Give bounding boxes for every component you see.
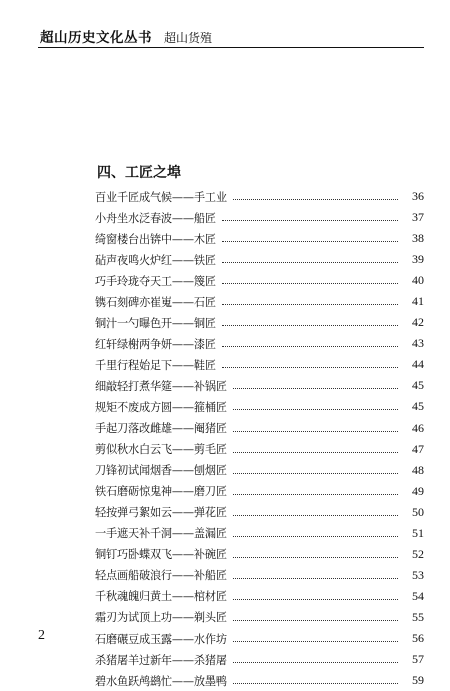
dot-leader	[233, 452, 398, 453]
toc-entry-title: 细敲轻打煮华筵——补锅匠	[95, 379, 227, 393]
toc-entry-page: 46	[412, 420, 424, 435]
toc-entry-page: 38	[412, 231, 424, 246]
series-title: 超山历史文化丛书	[40, 30, 152, 46]
toc-entry-page: 37	[412, 210, 424, 225]
dot-leader	[233, 409, 398, 410]
toc-entry-page: 50	[412, 504, 424, 519]
toc-entry[interactable]	[95, 670, 424, 691]
dot-leader	[233, 388, 398, 389]
dot-leader	[233, 662, 398, 663]
toc-entry[interactable]	[95, 375, 424, 396]
toc-entry-page: 48	[412, 462, 424, 477]
dot-leader	[222, 220, 398, 221]
toc-entry-page: 39	[412, 252, 424, 267]
toc-entry-title: 铁石磨砺惊鬼神——磨刀匠	[95, 485, 227, 499]
dot-leader	[233, 515, 398, 516]
toc-entry-page: 36	[412, 189, 424, 204]
page-number: 2	[38, 628, 45, 643]
dot-leader	[233, 683, 398, 684]
toc-entry-title: 碧水鱼跃鸬鹚忙——放墨鸭	[95, 674, 227, 688]
toc-entry[interactable]	[95, 481, 424, 502]
toc-entry-page: 59	[412, 673, 424, 688]
toc-entry-page: 54	[412, 588, 424, 603]
toc-entry-title: 砧声夜鸣火炉红——铁匠	[95, 253, 216, 267]
toc-entry-title: 千里行程始足下——鞋匠	[95, 358, 216, 372]
toc-entry-page: 53	[412, 567, 424, 582]
toc-list	[95, 186, 424, 691]
toc-entry[interactable]	[95, 207, 424, 228]
dot-leader	[233, 620, 398, 621]
toc-entry[interactable]	[95, 502, 424, 523]
dot-leader	[233, 557, 398, 558]
toc-entry-page: 40	[412, 273, 424, 288]
toc-entry-page: 42	[412, 315, 424, 330]
toc-entry-title: 规矩不废成方圆——箍桶匠	[95, 400, 227, 414]
toc-entry-page: 43	[412, 336, 424, 351]
toc-entry[interactable]	[95, 460, 424, 481]
toc-entry-title: 霜刃为试顶上功——剃头匠	[95, 611, 227, 625]
toc-entry-title: 铜汁一勺曝色开——铜匠	[95, 316, 216, 330]
toc-entry[interactable]	[95, 249, 424, 270]
toc-entry-title: 轻点画船破浪行——补船匠	[95, 569, 227, 583]
dot-leader	[233, 199, 398, 200]
toc-entry[interactable]	[95, 291, 424, 312]
dot-leader	[233, 641, 398, 642]
toc-entry-title: 小舟坐水泛春波——船匠	[95, 211, 216, 225]
section-title: 四、工匠之埠	[97, 165, 181, 181]
toc-entry[interactable]	[95, 544, 424, 565]
dot-leader	[233, 536, 398, 537]
dot-leader	[233, 431, 398, 432]
toc-entry-title: 杀猪屠羊过新年——杀猪屠	[95, 653, 227, 667]
toc-entry[interactable]	[95, 354, 424, 375]
toc-entry[interactable]	[95, 586, 424, 607]
dot-leader	[222, 304, 398, 305]
toc-entry-title: 千秋魂魄归黄土——棺材匠	[95, 590, 227, 604]
toc-entry-title: 镌石刻碑亦崔嵬——石匠	[95, 295, 216, 309]
toc-entry-title: 百业千匠成气候——手工业	[95, 190, 227, 204]
toc-entry-title: 轻按弹弓絮如云——弹花匠	[95, 506, 227, 520]
toc-entry-page: 45	[412, 399, 424, 414]
toc-entry[interactable]	[95, 523, 424, 544]
toc-entry-page: 47	[412, 441, 424, 456]
toc-entry-title: 刀锋初试闻烟香——刨烟匠	[95, 464, 227, 478]
toc-entry-title: 绮窗楼台出锛中——木匠	[95, 232, 216, 246]
dot-leader	[222, 283, 398, 284]
dot-leader	[233, 473, 398, 474]
toc-entry-title: 石磨碾豆成玉露——水作坊	[95, 632, 227, 646]
running-header	[40, 26, 212, 46]
toc-entry[interactable]	[95, 649, 424, 670]
toc-entry-page: 41	[412, 294, 424, 309]
dot-leader	[233, 599, 398, 600]
toc-entry-page: 57	[412, 652, 424, 667]
toc-entry-title: 手起刀落改雌雄——阉猪匠	[95, 422, 227, 436]
toc-entry[interactable]	[95, 439, 424, 460]
toc-entry[interactable]	[95, 228, 424, 249]
toc-entry[interactable]	[95, 186, 424, 207]
toc-entry[interactable]	[95, 396, 424, 417]
toc-entry-title: 一手遮天补千洞——盖漏匠	[95, 527, 227, 541]
toc-entry-title: 剪似秋水白云飞——剪毛匠	[95, 443, 227, 457]
dot-leader	[222, 325, 398, 326]
toc-entry-page: 52	[412, 546, 424, 561]
toc-entry-page: 45	[412, 378, 424, 393]
toc-entry[interactable]	[95, 312, 424, 333]
toc-entry[interactable]	[95, 628, 424, 649]
toc-entry[interactable]	[95, 565, 424, 586]
dot-leader	[222, 262, 398, 263]
toc-entry-title: 红轩绿榭两争妍——漆匠	[95, 337, 216, 351]
toc-entry[interactable]	[95, 418, 424, 439]
toc-entry[interactable]	[95, 333, 424, 354]
toc-entry-page: 56	[412, 631, 424, 645]
toc-entry-page: 51	[412, 525, 424, 540]
toc-entry-title: 巧手玲珑夺天工——篾匠	[95, 274, 216, 288]
dot-leader	[222, 367, 398, 368]
dot-leader	[222, 241, 398, 242]
toc-entry-page: 49	[412, 483, 424, 498]
header-rule	[38, 47, 424, 48]
dot-leader	[233, 494, 398, 495]
toc-entry-title: 铜钉巧卧蝶双飞——补碗匠	[95, 548, 227, 562]
toc-entry[interactable]	[95, 270, 424, 291]
toc-entry-page: 55	[412, 609, 424, 624]
toc-entry-page: 44	[412, 357, 424, 372]
book-title: 超山货殖	[164, 31, 213, 45]
dot-leader	[233, 578, 398, 579]
toc-entry[interactable]	[95, 607, 424, 628]
dot-leader	[222, 346, 398, 347]
